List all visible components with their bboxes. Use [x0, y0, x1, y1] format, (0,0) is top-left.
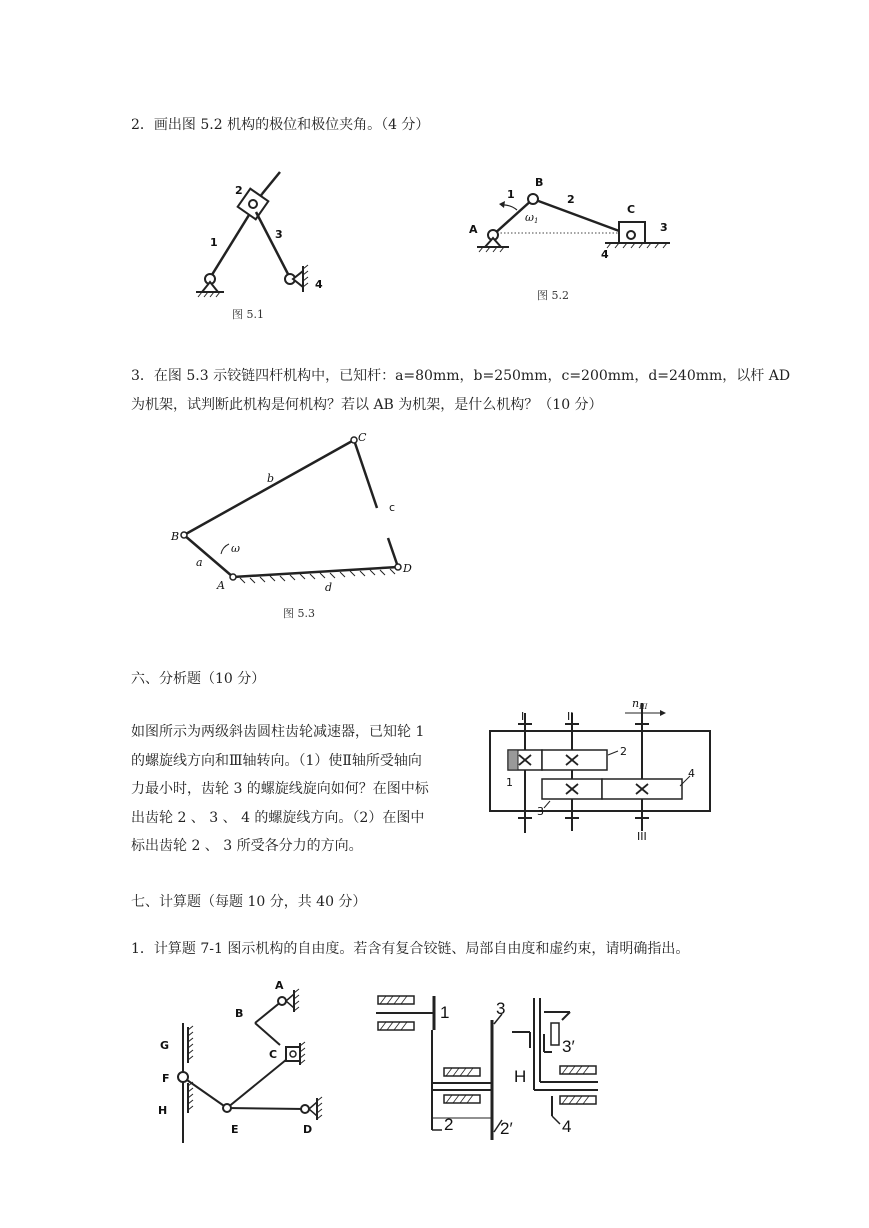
fig71-label-F: F	[162, 1072, 170, 1085]
fig72-label-H: H	[514, 1067, 527, 1086]
fig53-label-A: A	[217, 579, 225, 592]
fig52-label-B: B	[535, 176, 544, 189]
figure-7-1-linkage	[150, 975, 340, 1145]
fig53-label-c: c	[389, 501, 396, 514]
section-6-line-4: 出齿轮 2 、 3 、 4 的螺旋线方向。（2）在图中	[131, 809, 425, 826]
gearbox-shaft-III: III	[637, 830, 647, 843]
fig52-label-1: 1	[507, 188, 515, 201]
gearbox-gear-1: 1	[506, 776, 513, 789]
fig53-label-d: d	[325, 581, 333, 594]
gearbox-shaft-I: I	[521, 710, 525, 723]
section-6-line-2: 的螺旋线方向和Ⅲ轴转向。（1）使Ⅱ轴所受轴向	[131, 752, 422, 769]
section-6-line-5: 标出齿轮 2 、 3 所受各分力的方向。	[131, 838, 363, 855]
question-2-text: 2．画出图 5.2 机构的极位和极位夹角。（4 分）	[131, 117, 430, 133]
question-7-1-text: 1．计算题 7-1 图示机构的自由度。若含有复合铰链、局部自由度和虚约束，请明确指出。	[131, 941, 690, 957]
fig51-label-2: 2	[235, 184, 243, 197]
fig53-caption: 图 5.3	[283, 607, 315, 620]
fig51-label-4: 4	[315, 278, 323, 291]
figure-5-2	[465, 175, 685, 305]
figure-7-2-gear-train	[372, 990, 612, 1160]
fig53-label-b: b	[267, 472, 275, 485]
figure-5-1	[190, 170, 350, 330]
fig53-omega: ω	[231, 542, 240, 555]
fig71-label-D: D	[303, 1123, 313, 1136]
fig51-caption: 图 5.1	[232, 308, 264, 321]
fig72-label-2prime: 2′	[500, 1119, 513, 1138]
fig52-label-2: 2	[567, 193, 575, 206]
question-3-line-1: 3．在图 5.3 示铰链四杆机构中，已知杆：a=80mm，b=250mm，c=200mm，d=240mm，以杆 AD	[131, 368, 791, 384]
fig52-caption: 图 5.2	[537, 289, 569, 302]
gearbox-shaft-II: II	[567, 710, 574, 723]
fig52-label-C: C	[627, 203, 636, 216]
gearbox-diagram	[480, 693, 720, 843]
fig52-label-4: 4	[601, 248, 609, 261]
section-6-line-3: 力最小时，齿轮 3 的螺旋线旋向如何？在图中标	[131, 781, 429, 798]
fig71-label-A: A	[275, 979, 284, 992]
section-7-title: 七、计算题（每题 10 分，共 40 分）	[131, 894, 367, 910]
gearbox-gear-2: 2	[620, 745, 627, 758]
section-6-text	[131, 718, 429, 861]
section-6-title: 六、分析题（10 分）	[131, 671, 266, 687]
question-3-line-2: 为机架，试判断此机构是何机构？若以 AB 为机架，是什么机构？（10 分）	[131, 396, 603, 413]
fig52-label-3: 3	[660, 221, 668, 234]
fig71-label-C: C	[269, 1048, 278, 1061]
fig53-label-D: D	[403, 562, 412, 575]
section-6-line-1: 如图所示为两级斜齿圆柱齿轮减速器，已知轮 1	[131, 724, 425, 740]
fig52-label-A: A	[469, 223, 478, 236]
gearbox-speed: nIII	[632, 697, 648, 711]
fig53-label-a: a	[196, 556, 203, 569]
fig72-label-2: 2	[444, 1115, 454, 1134]
gearbox-gear-3: 3	[537, 805, 544, 818]
fig51-label-3: 3	[275, 228, 283, 241]
fig72-label-3: 3	[496, 999, 506, 1018]
figure-5-3	[165, 428, 425, 628]
fig72-label-4: 4	[562, 1117, 572, 1136]
fig71-label-B: B	[235, 1007, 244, 1020]
question-3-text	[131, 362, 790, 419]
fig53-label-B: B	[171, 530, 180, 543]
fig71-label-G: G	[160, 1039, 170, 1052]
fig51-label-1: 1	[210, 236, 218, 249]
gearbox-gear-4: 4	[688, 767, 695, 780]
fig53-label-C: C	[358, 431, 367, 444]
fig72-label-3prime: 3′	[562, 1037, 575, 1056]
fig72-label-1: 1	[440, 1003, 450, 1022]
fig52-omega: ω1	[525, 211, 539, 225]
fig71-label-H: H	[158, 1104, 168, 1117]
fig71-label-E: E	[231, 1123, 239, 1136]
